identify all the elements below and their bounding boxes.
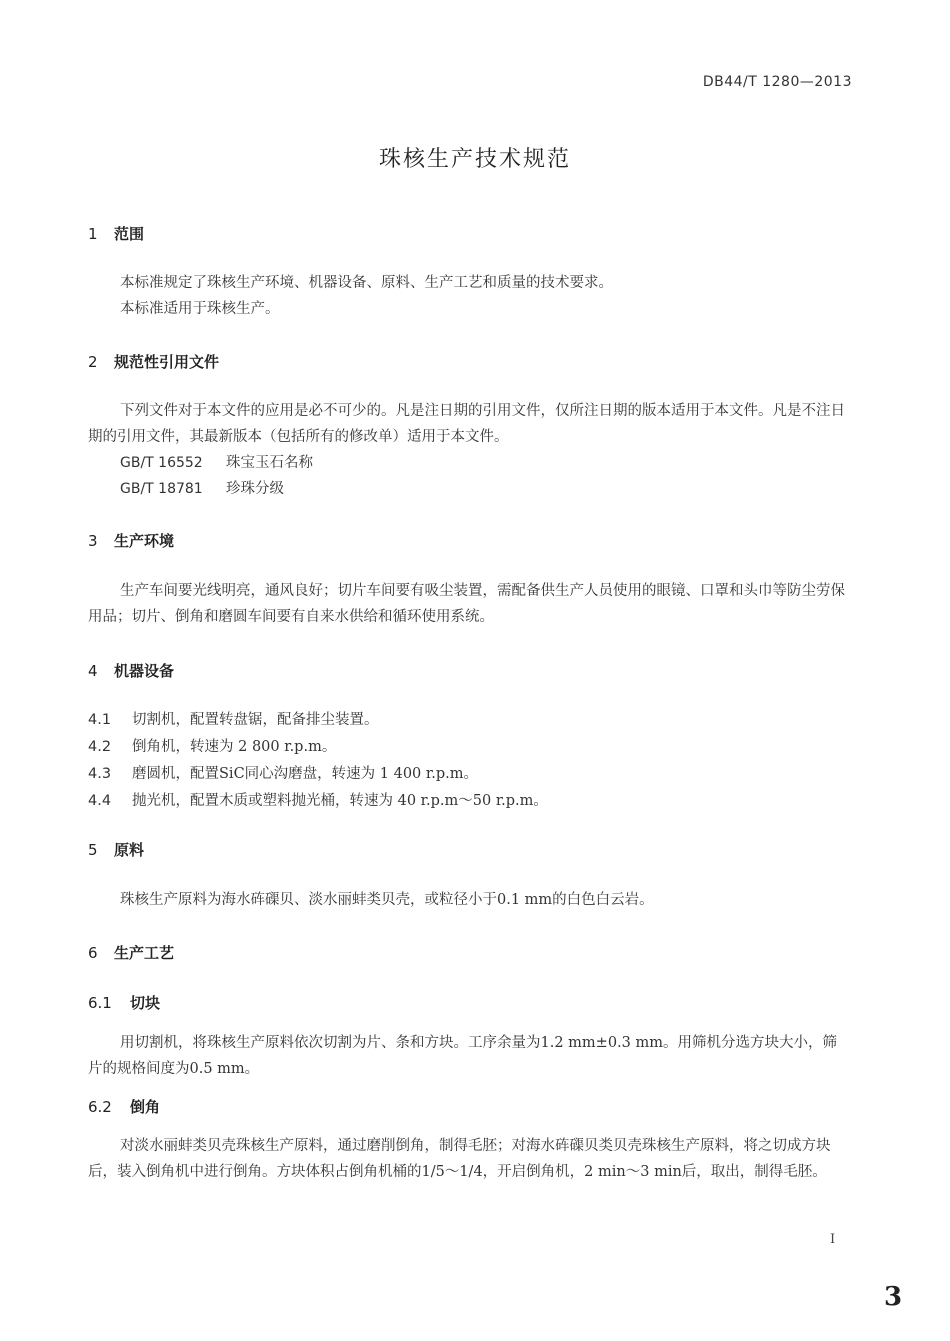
subsection-number: 6.1 bbox=[88, 994, 112, 1012]
section-4-heading bbox=[88, 660, 174, 681]
section-title: 范围 bbox=[114, 225, 145, 243]
equipment-item bbox=[88, 708, 379, 729]
section-2-paragraph: 下列文件对于本文件的应用是必不可少的。凡是注日期的引用文件，仅所注日期的版本适用于本文件。凡是不注日期的引用文件，其最新版本（包括所有的修改单）适用于本文件。 bbox=[88, 403, 845, 445]
section-number: 6 bbox=[88, 944, 98, 962]
item-number: 4.2 bbox=[88, 739, 112, 755]
equipment-item bbox=[88, 735, 336, 756]
equipment-item bbox=[88, 762, 478, 783]
section-number: 3 bbox=[88, 532, 98, 550]
item-text: 切割机，配置转盘锯，配备排尘装置。 bbox=[132, 712, 379, 728]
reference-code: GB/T 18781 bbox=[120, 481, 203, 497]
equipment-item bbox=[88, 789, 548, 810]
section-number: 1 bbox=[88, 225, 98, 243]
section-title: 生产工艺 bbox=[114, 944, 175, 962]
section-title: 生产环境 bbox=[114, 532, 175, 550]
section-6-2-paragraph: 对淡水丽蚌类贝壳珠核生产原料，通过磨削倒角，制得毛胚；对海水砗磲贝类贝壳珠核生产原料，将之切成方块后，装入倒角机中进行倒角。方块体积占倒角机桶的1/5～1/4，开启倒角机，2 min～3 min后，取出，制得毛胚。 bbox=[88, 1138, 831, 1180]
section-3-paragraph: 生产车间要光线明亮，通风良好；切片车间要有吸尘装置，需配备供生产人员使用的眼镜、口罩和头巾等防尘劳保用品；切片、倒角和磨圆车间要有自来水供给和循环使用系统。 bbox=[88, 583, 845, 625]
page-title: 珠核生产技术规范 bbox=[378, 147, 571, 172]
section-5-heading bbox=[88, 839, 144, 860]
section-title: 原料 bbox=[114, 841, 145, 859]
section-title: 机器设备 bbox=[114, 662, 175, 680]
section-1-line-2: 本标准适用于珠核生产。 bbox=[120, 301, 280, 317]
page-number-roman: I bbox=[830, 1232, 836, 1247]
section-1-line-1: 本标准规定了珠核生产环境、机器设备、原料、生产工艺和质量的技术要求。 bbox=[120, 275, 613, 291]
item-text: 倒角机，转速为 2 800 r.p.m。 bbox=[132, 739, 337, 755]
section-2-heading bbox=[88, 351, 219, 372]
reference-name: 珠宝玉石名称 bbox=[226, 455, 313, 471]
document-number: DB44/T 1280—2013 bbox=[702, 74, 852, 90]
subsection-title: 切块 bbox=[130, 994, 161, 1012]
reference-code: GB/T 16552 bbox=[120, 455, 203, 471]
section-6-1-paragraph: 用切割机，将珠核生产原料依次切割为片、条和方块。工序余量为1.2 mm±0.3 mm。用筛机分选方块大小，筛片的规格间度为0.5 mm。 bbox=[88, 1035, 837, 1077]
section-6-2-heading bbox=[88, 1096, 160, 1117]
page-number: 3 bbox=[884, 1282, 903, 1312]
subsection-title: 倒角 bbox=[130, 1098, 161, 1116]
section-3-heading bbox=[88, 530, 174, 551]
section-title: 规范性引用文件 bbox=[114, 353, 220, 371]
reference-name: 珍珠分级 bbox=[226, 481, 284, 497]
reference-item bbox=[120, 450, 313, 476]
section-6-1-heading bbox=[88, 992, 160, 1013]
reference-item bbox=[120, 476, 284, 502]
section-6-heading bbox=[88, 942, 174, 963]
section-1-heading bbox=[88, 223, 144, 244]
section-5-paragraph: 珠核生产原料为海水砗磲贝、淡水丽蚌类贝壳，或粒径小于0.1 mm的白色白云岩。 bbox=[120, 892, 654, 908]
section-number: 4 bbox=[88, 662, 98, 680]
item-number: 4.1 bbox=[88, 712, 112, 728]
section-number: 5 bbox=[88, 841, 98, 859]
section-number: 2 bbox=[88, 353, 98, 371]
subsection-number: 6.2 bbox=[88, 1098, 112, 1116]
item-text: 磨圆机，配置SiC同心沟磨盘，转速为 1 400 r.p.m。 bbox=[132, 766, 478, 782]
item-number: 4.4 bbox=[88, 793, 112, 809]
item-text: 抛光机，配置木质或塑料抛光桶，转速为 40 r.p.m～50 r.p.m。 bbox=[132, 793, 548, 809]
item-number: 4.3 bbox=[88, 766, 112, 782]
